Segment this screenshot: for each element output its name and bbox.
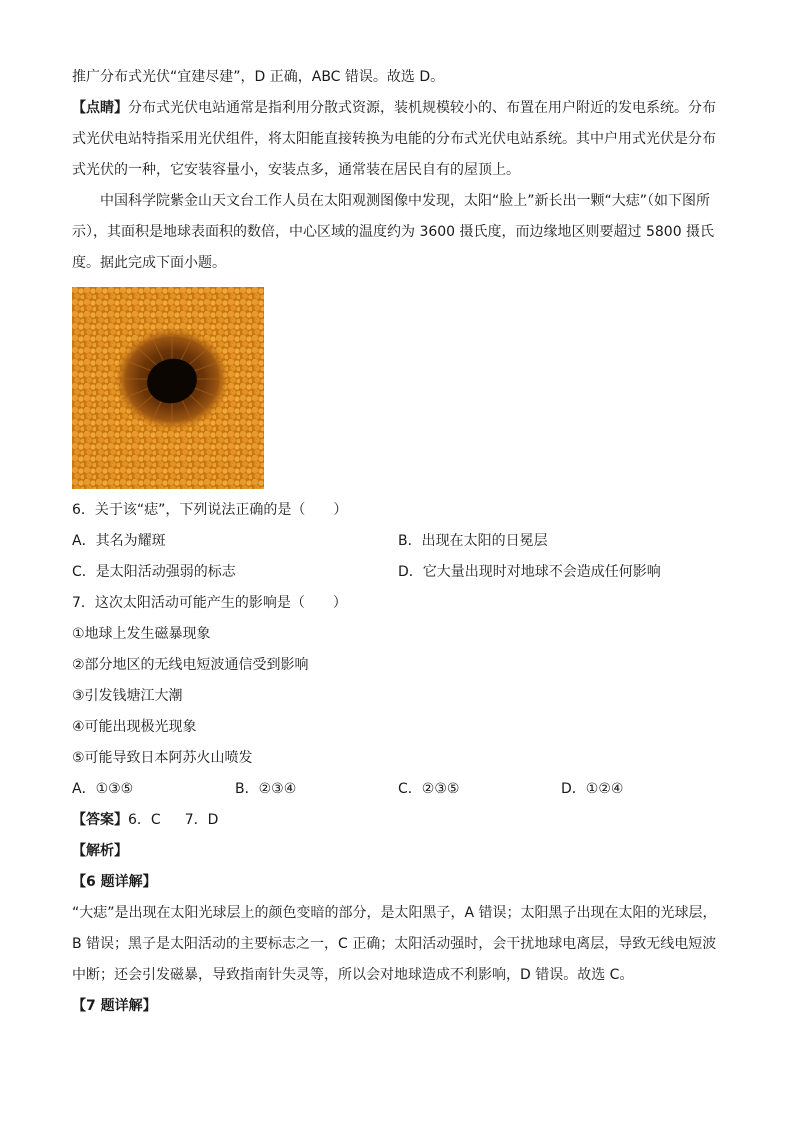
answer-7: 7．D [184, 812, 219, 828]
q7-option-b[interactable]: B．②③④ [235, 781, 297, 797]
q6-option-d[interactable]: D．它大量出现时对地球不会造成任何影响 [398, 564, 661, 580]
q6-option-a[interactable]: A．其名为耀斑 [72, 533, 166, 549]
answer-6: 6．C [128, 812, 161, 828]
sunspot-image [72, 287, 264, 489]
q7-item-2: ②部分地区的无线电短波通信受到影响 [72, 657, 309, 673]
q7-item-4: ④可能出现极光现象 [72, 719, 197, 735]
q7-option-c[interactable]: C．②③⑤ [398, 781, 460, 797]
q6-question: 6．关于该“痣”，下列说法正确的是（ ） [72, 502, 348, 518]
q7-item-5: ⑤可能导致日本阿苏火山喷发 [72, 750, 253, 766]
q7-option-a[interactable]: A．①③⑤ [72, 781, 134, 797]
answer-tag: 【答案】 [72, 812, 128, 828]
dianjing-tag: 【点睛】 [72, 100, 128, 116]
analysis-heading: 【解析】 [72, 843, 128, 859]
q7-options-row [72, 774, 724, 805]
q7-item-3: ③引发钱塘江大潮 [72, 688, 183, 704]
detail-7-heading: 【7 题详解】 [72, 998, 157, 1014]
q6-option-c[interactable]: C．是太阳活动强弱的标志 [72, 564, 236, 580]
q6-options-row-2 [72, 557, 724, 588]
answer-line [72, 805, 724, 836]
q7-question: 7．这次太阳活动可能产生的影响是（ ） [72, 595, 347, 611]
paragraph-conclusion: 推广分布式光伏“宜建尽建”，D 正确，ABC 错误。故选 D。 [72, 69, 445, 85]
detail-6-text: “大痣”是出现在太阳光球层上的颜色变暗的部分，是太阳黑子，A 错误；太阳黑子出现在太阳的光球层，B 错误；黑子是太阳活动的主要标志之一，C 正确；太阳活动强时，会干扰地球电离层，导致无线电短波中断；还会引发磁暴，导致指南针失灵等，所以会对地球造成不利影响，D 错误。故选 C。 [72, 905, 717, 983]
q7-option-d[interactable]: D．①②④ [561, 781, 624, 797]
detail-6-heading: 【6 题详解】 [72, 874, 157, 890]
dianjing-text: 分布式光伏电站通常是指利用分散式资源，装机规模较小的、布置在用户附近的发电系统。分布式光伏电站特指采用光伏组件，将太阳能直接转换为电能的分布式光伏电站系统。其中户用式光伏是分布式光伏的一种，它安装容量小，安装点多，通常装在居民自有的屋顶上。 [72, 100, 716, 178]
q6-options-row-1 [72, 526, 724, 557]
document-page [72, 62, 724, 1022]
question-stem: 中国科学院紫金山天文台工作人员在太阳观测图像中发现，太阳“脸上”新长出一颗“大痣”（如下图所示），其面积是地球表面积的数倍，中心区域的温度约为 3600 摄氏度，而边缘地区则要超过 5800 摄氏度。据此完成下面小题。 [72, 193, 715, 271]
q6-option-b[interactable]: B．出现在太阳的日冕层 [398, 533, 548, 549]
dianjing-paragraph [72, 93, 724, 186]
q7-item-1: ①地球上发生磁暴现象 [72, 626, 211, 642]
